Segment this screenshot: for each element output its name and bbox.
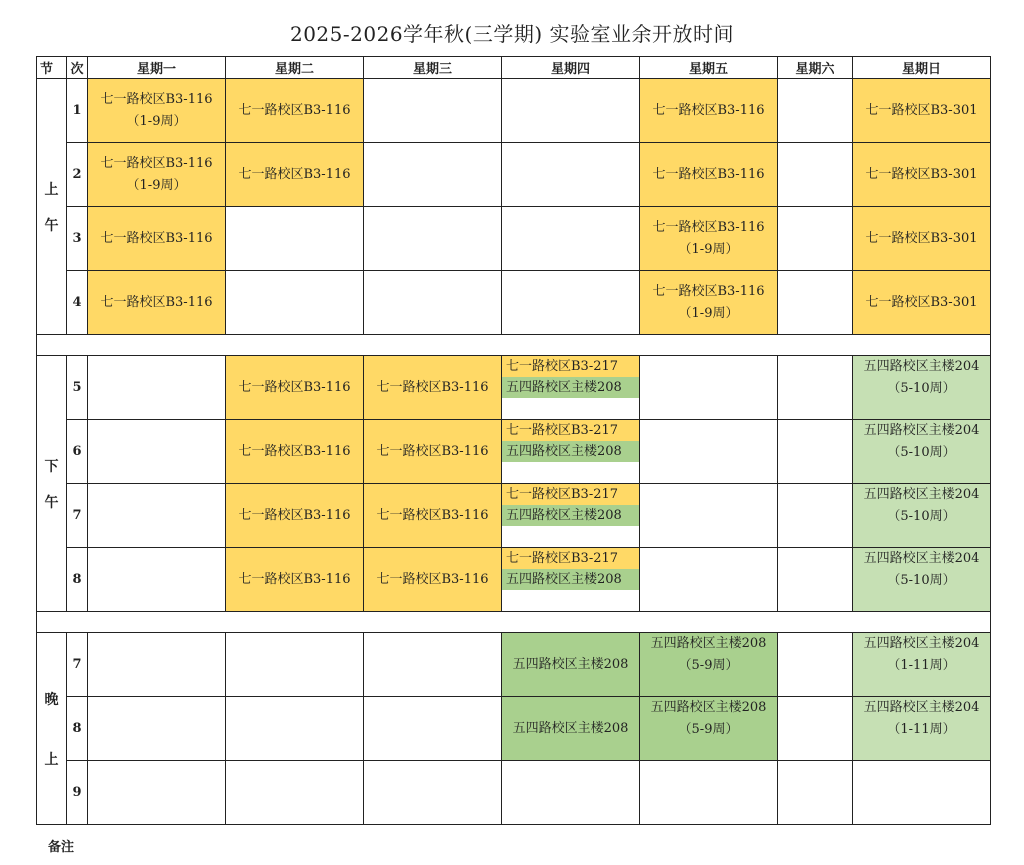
empty-cell (364, 761, 502, 825)
period-number: 5 (67, 356, 88, 420)
period-afternoon-char-1: 下 (44, 458, 59, 475)
schedule-table (36, 56, 991, 825)
empty-cell (853, 761, 991, 825)
slot-cell: 五四路校区主楼208 （5-9周） (640, 633, 778, 697)
header-tuesday: 星期二 (226, 57, 364, 79)
slot-cell: 五四路校区主楼208 (502, 633, 640, 697)
period-number: 3 (67, 207, 88, 271)
slot-cell: 七一路校区B3-116 （1-9周） (640, 271, 778, 335)
slot-cell: 五四路校区主楼204 （1-11周） (853, 697, 991, 761)
slot-cell: 七一路校区B3-116 (226, 420, 364, 484)
period-number: 1 (67, 79, 88, 143)
slot-cell: 七一路校区B3-116 (226, 548, 364, 612)
table-row (37, 484, 991, 548)
empty-cell (226, 271, 364, 335)
period-evening-char-1: 晚 (44, 691, 59, 708)
empty-cell (502, 79, 640, 143)
slot-cell: 七一路校区B3-116 (226, 484, 364, 548)
table-row (37, 356, 991, 420)
empty-cell (226, 761, 364, 825)
header-wednesday: 星期三 (364, 57, 502, 79)
period-number: 7 (67, 484, 88, 548)
empty-cell (778, 143, 853, 207)
gap-cell (37, 335, 991, 356)
empty-cell (640, 356, 778, 420)
slot-cell: 五四路校区主楼208 （5-9周） (640, 697, 778, 761)
table-row (37, 697, 991, 761)
empty-cell (226, 207, 364, 271)
slot-line: 五四路校区主楼208 (502, 441, 639, 462)
period-evening-char-2: 上 (44, 751, 59, 768)
slot-cell: 七一路校区B3-116 (88, 271, 226, 335)
empty-cell (502, 143, 640, 207)
empty-cell (88, 420, 226, 484)
slot-cell: 七一路校区B3-301 (853, 271, 991, 335)
slot-cell: 五四路校区主楼204 （5-10周） (853, 420, 991, 484)
slot-cell: 七一路校区B3-116 （1-9周） (640, 207, 778, 271)
empty-cell (88, 633, 226, 697)
slot-line: 七一路校区B3-217 (502, 356, 639, 377)
slot-cell: 七一路校区B3-116 (364, 420, 502, 484)
header-ci: 次 (67, 57, 88, 79)
empty-cell (364, 143, 502, 207)
empty-cell (778, 79, 853, 143)
period-number: 2 (67, 143, 88, 207)
slot-cell: 五四路校区主楼204 （1-11周） (853, 633, 991, 697)
period-number: 9 (67, 761, 88, 825)
page-title: 2025-2026学年秋(三学期) 实验室业余开放时间 (289, 22, 735, 46)
period-morning-char-1: 上 (44, 181, 59, 198)
slot-cell: 七一路校区B3-116 (364, 356, 502, 420)
period-number: 8 (67, 548, 88, 612)
slot-cell-split (502, 548, 640, 612)
slot-line: 五四路校区主楼208 (502, 377, 639, 398)
table-row (37, 79, 991, 143)
period-morning-char-2: 午 (44, 217, 59, 234)
slot-cell: 七一路校区B3-116 (88, 207, 226, 271)
slot-cell: 七一路校区B3-116 (640, 79, 778, 143)
slot-cell: 五四路校区主楼204 （5-10周） (853, 356, 991, 420)
header-monday: 星期一 (88, 57, 226, 79)
slot-cell: 七一路校区B3-301 (853, 143, 991, 207)
empty-cell (778, 484, 853, 548)
slot-cell: 七一路校区B3-116 (364, 484, 502, 548)
slot-cell: 五四路校区主楼204 （5-10周） (853, 548, 991, 612)
remarks-label: 备注 (48, 840, 75, 855)
empty-cell (778, 207, 853, 271)
empty-cell (640, 420, 778, 484)
period-number: 4 (67, 271, 88, 335)
slot-line: 五四路校区主楼208 (502, 569, 639, 590)
slot-cell-split (502, 420, 640, 484)
empty-cell (364, 697, 502, 761)
empty-cell (88, 548, 226, 612)
slot-cell: 七一路校区B3-116 (226, 356, 364, 420)
table-row (37, 143, 991, 207)
slot-line: 七一路校区B3-217 (502, 420, 639, 441)
empty-cell (778, 356, 853, 420)
empty-cell (364, 79, 502, 143)
slot-cell: 七一路校区B3-116 (364, 548, 502, 612)
table-row (37, 271, 991, 335)
slot-cell-split (502, 356, 640, 420)
empty-cell (364, 271, 502, 335)
empty-cell (640, 484, 778, 548)
empty-cell (364, 207, 502, 271)
table-row (37, 633, 991, 697)
slot-line: 七一路校区B3-217 (502, 484, 639, 505)
section-gap (37, 612, 991, 633)
slot-cell: 七一路校区B3-301 (853, 207, 991, 271)
empty-cell (502, 271, 640, 335)
empty-cell (88, 356, 226, 420)
period-afternoon-char-2: 午 (44, 494, 59, 511)
slot-line: 七一路校区B3-217 (502, 548, 639, 569)
slot-cell-split (502, 484, 640, 548)
empty-cell (778, 420, 853, 484)
empty-cell (778, 697, 853, 761)
empty-cell (778, 633, 853, 697)
empty-cell (640, 761, 778, 825)
slot-cell: 七一路校区B3-116 (640, 143, 778, 207)
slot-cell: 七一路校区B3-116 (226, 143, 364, 207)
period-evening (37, 633, 67, 825)
empty-cell (778, 761, 853, 825)
empty-cell (640, 548, 778, 612)
table-row (37, 761, 991, 825)
period-number: 8 (67, 697, 88, 761)
slot-cell: 七一路校区B3-301 (853, 79, 991, 143)
table-row (37, 548, 991, 612)
header-friday: 星期五 (640, 57, 778, 79)
empty-cell (502, 761, 640, 825)
period-morning (37, 79, 67, 335)
slot-cell: 七一路校区B3-116 （1-9周） (88, 143, 226, 207)
period-afternoon (37, 356, 67, 612)
empty-cell (502, 207, 640, 271)
empty-cell (88, 484, 226, 548)
empty-cell (88, 761, 226, 825)
table-row (37, 420, 991, 484)
slot-cell: 五四路校区主楼208 (502, 697, 640, 761)
header-jie: 节 (37, 57, 67, 79)
section-gap (37, 335, 991, 356)
empty-cell (226, 697, 364, 761)
header-saturday: 星期六 (778, 57, 853, 79)
empty-cell (88, 697, 226, 761)
period-number: 6 (67, 420, 88, 484)
slot-cell: 七一路校区B3-116 (226, 79, 364, 143)
header-row (37, 57, 991, 79)
header-sunday: 星期日 (853, 57, 991, 79)
gap-cell (37, 612, 991, 633)
slot-cell: 七一路校区B3-116 （1-9周） (88, 79, 226, 143)
slot-cell: 五四路校区主楼204 （5-10周） (853, 484, 991, 548)
empty-cell (778, 271, 853, 335)
header-thursday: 星期四 (502, 57, 640, 79)
empty-cell (778, 548, 853, 612)
empty-cell (226, 633, 364, 697)
empty-cell (364, 633, 502, 697)
table-row (37, 207, 991, 271)
slot-line: 五四路校区主楼208 (502, 505, 639, 526)
period-number: 7 (67, 633, 88, 697)
